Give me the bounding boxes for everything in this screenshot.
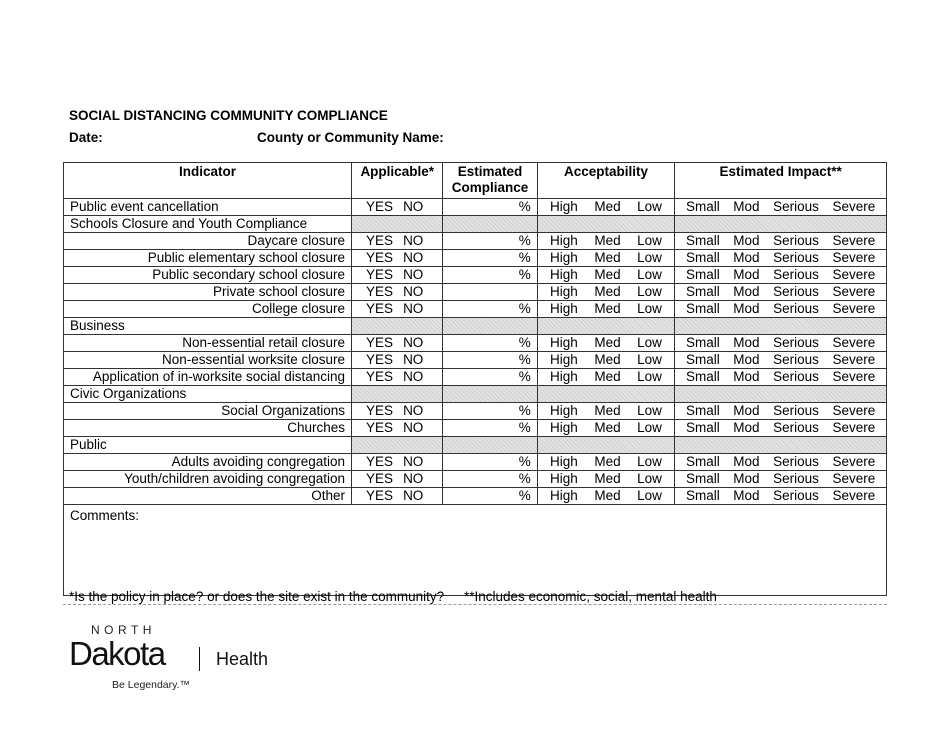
no-option[interactable]: NO	[403, 284, 424, 299]
header-indicator: Indicator	[64, 163, 352, 199]
acceptability-cell	[537, 301, 675, 318]
percent-sign: %	[518, 471, 531, 486]
low-option[interactable]: Low	[637, 471, 662, 486]
percent-sign: %	[518, 369, 531, 384]
mod-option[interactable]: Mod	[733, 250, 760, 265]
applicable-cell	[352, 199, 443, 216]
acceptability-cell	[537, 233, 675, 250]
impact-cell	[675, 454, 887, 471]
compliance-field[interactable]	[443, 488, 537, 505]
impact-cell	[675, 352, 887, 369]
yes-option[interactable]: YES	[366, 471, 394, 486]
compliance-field[interactable]	[443, 284, 537, 301]
no-option[interactable]: NO	[403, 420, 424, 435]
yes-option[interactable]: YES	[366, 352, 394, 367]
logo-health: Health	[216, 649, 269, 669]
header-estimated: Estimated	[457, 164, 523, 179]
serious-option[interactable]: Serious	[773, 233, 819, 248]
shaded-cell	[352, 318, 443, 335]
applicable-cell	[352, 369, 443, 386]
header-compliance: Compliance	[451, 180, 529, 195]
yes-option[interactable]: YES	[366, 233, 394, 248]
acceptability-cell	[537, 471, 675, 488]
logo-divider	[199, 647, 200, 671]
header-row	[64, 163, 887, 199]
applicable-cell	[352, 250, 443, 267]
small-option[interactable]: Small	[685, 454, 720, 469]
indicator-label: Adults avoiding congregation	[64, 454, 352, 471]
high-option[interactable]: High	[550, 233, 578, 248]
applicable-cell	[352, 352, 443, 369]
no-option[interactable]: NO	[403, 199, 424, 214]
serious-option[interactable]: Serious	[773, 488, 819, 503]
indicator-label: Daycare closure	[64, 233, 352, 250]
indicator-label: College closure	[64, 301, 352, 318]
compliance-field[interactable]	[443, 335, 537, 352]
section-label: Schools Closure and Youth Compliance	[64, 216, 352, 233]
small-option[interactable]: Small	[685, 233, 720, 248]
severe-option[interactable]: Severe	[832, 488, 876, 503]
mod-option[interactable]: Mod	[733, 369, 760, 384]
yes-option[interactable]: YES	[366, 267, 394, 282]
comments-row	[64, 505, 887, 596]
severe-option[interactable]: Severe	[832, 335, 876, 350]
yes-option[interactable]: YES	[366, 454, 394, 469]
table-body	[64, 199, 887, 505]
high-option[interactable]: High	[550, 488, 578, 503]
table-row	[64, 199, 887, 216]
impact-cell	[675, 488, 887, 505]
shaded-cell	[443, 318, 537, 335]
compliance-field[interactable]	[443, 454, 537, 471]
impact-cell	[675, 301, 887, 318]
table-row	[64, 301, 887, 318]
date-label: Date:	[69, 130, 103, 145]
high-option[interactable]: High	[550, 352, 578, 367]
low-option[interactable]: Low	[637, 403, 662, 418]
serious-option[interactable]: Serious	[773, 267, 819, 282]
impact-cell	[675, 369, 887, 386]
yes-option[interactable]: YES	[366, 335, 394, 350]
shaded-cell	[675, 386, 887, 403]
acceptability-cell	[537, 267, 675, 284]
acceptability-cell	[537, 284, 675, 301]
high-option[interactable]: High	[550, 471, 578, 486]
no-option[interactable]: NO	[403, 352, 424, 367]
no-option[interactable]: NO	[403, 301, 424, 316]
page-title: SOCIAL DISTANCING COMMUNITY COMPLIANCE	[69, 108, 388, 123]
compliance-field[interactable]	[443, 233, 537, 250]
applicable-cell	[352, 471, 443, 488]
severe-option[interactable]: Severe	[832, 403, 876, 418]
percent-sign: %	[518, 199, 531, 214]
acceptability-cell	[537, 352, 675, 369]
no-option[interactable]: NO	[403, 454, 424, 469]
med-option[interactable]: Med	[594, 488, 621, 503]
no-option[interactable]: NO	[403, 250, 424, 265]
mod-option[interactable]: Mod	[733, 454, 760, 469]
section-row	[64, 437, 887, 454]
acceptability-cell	[537, 403, 675, 420]
no-option[interactable]: NO	[403, 267, 424, 282]
shaded-cell	[443, 216, 537, 233]
comments-field[interactable]	[64, 505, 887, 596]
high-option[interactable]: High	[550, 454, 578, 469]
med-option[interactable]: Med	[594, 420, 621, 435]
small-option[interactable]: Small	[685, 471, 720, 486]
percent-sign: %	[518, 233, 531, 248]
med-option[interactable]: Med	[594, 199, 621, 214]
compliance-table	[63, 162, 887, 596]
acceptability-cell	[537, 488, 675, 505]
yes-option[interactable]: YES	[366, 488, 394, 503]
low-option[interactable]: Low	[637, 352, 662, 367]
yes-option[interactable]: YES	[366, 369, 394, 384]
percent-sign: %	[518, 267, 531, 282]
no-option[interactable]: NO	[403, 488, 424, 503]
table-row	[64, 420, 887, 437]
small-option[interactable]: Small	[685, 267, 720, 282]
percent-sign: %	[518, 352, 531, 367]
table-row	[64, 250, 887, 267]
low-option[interactable]: Low	[637, 199, 662, 214]
serious-option[interactable]: Serious	[773, 420, 819, 435]
high-option[interactable]: High	[550, 369, 578, 384]
table-row	[64, 454, 887, 471]
low-option[interactable]: Low	[637, 454, 662, 469]
table-row	[64, 233, 887, 250]
serious-option[interactable]: Serious	[773, 454, 819, 469]
impact-cell	[675, 250, 887, 267]
compliance-field[interactable]	[443, 250, 537, 267]
impact-cell	[675, 403, 887, 420]
shaded-cell	[537, 437, 675, 454]
small-option[interactable]: Small	[685, 369, 720, 384]
shaded-cell	[537, 386, 675, 403]
yes-option[interactable]: YES	[366, 250, 394, 265]
header-applicable: Applicable*	[352, 163, 443, 199]
applicable-cell	[352, 284, 443, 301]
med-option[interactable]: Med	[594, 369, 621, 384]
serious-option[interactable]: Serious	[773, 369, 819, 384]
section-label: Business	[64, 318, 352, 335]
indicator-label: Public secondary school closure	[64, 267, 352, 284]
indicator-label: Churches	[64, 420, 352, 437]
header-impact: Estimated Impact**	[675, 163, 887, 199]
acceptability-cell	[537, 420, 675, 437]
impact-cell	[675, 233, 887, 250]
shaded-cell	[537, 318, 675, 335]
county-label: County or Community Name:	[257, 130, 444, 145]
mod-option[interactable]: Mod	[733, 352, 760, 367]
serious-option[interactable]: Serious	[773, 335, 819, 350]
low-option[interactable]: Low	[637, 369, 662, 384]
mod-option[interactable]: Mod	[733, 420, 760, 435]
shaded-cell	[352, 437, 443, 454]
applicable-cell	[352, 301, 443, 318]
small-option[interactable]: Small	[685, 352, 720, 367]
severe-option[interactable]: Severe	[832, 267, 876, 282]
indicator-label: Application of in-worksite social distancing	[64, 369, 352, 386]
small-option[interactable]: Small	[685, 403, 720, 418]
serious-option[interactable]: Serious	[773, 199, 819, 214]
high-option[interactable]: High	[550, 267, 578, 282]
severe-option[interactable]: Severe	[832, 284, 876, 299]
impact-cell	[675, 471, 887, 488]
north-dakota-health-logo	[69, 623, 289, 693]
yes-option[interactable]: YES	[366, 420, 394, 435]
low-option[interactable]: Low	[637, 233, 662, 248]
med-option[interactable]: Med	[594, 454, 621, 469]
yes-option[interactable]: YES	[366, 403, 394, 418]
serious-option[interactable]: Serious	[773, 284, 819, 299]
section-row	[64, 318, 887, 335]
header-estimated-compliance	[443, 163, 537, 199]
low-option[interactable]: Low	[637, 301, 662, 316]
acceptability-cell	[537, 250, 675, 267]
compliance-field[interactable]	[443, 352, 537, 369]
section-label: Civic Organizations	[64, 386, 352, 403]
compliance-field[interactable]	[443, 369, 537, 386]
compliance-field[interactable]	[443, 403, 537, 420]
severe-option[interactable]: Severe	[832, 420, 876, 435]
shaded-cell	[675, 216, 887, 233]
low-option[interactable]: Low	[637, 420, 662, 435]
low-option[interactable]: Low	[637, 284, 662, 299]
yes-option[interactable]: YES	[366, 301, 394, 316]
yes-option[interactable]: YES	[366, 284, 394, 299]
indicator-label: Youth/children avoiding congregation	[64, 471, 352, 488]
yes-option[interactable]: YES	[366, 199, 394, 214]
impact-cell	[675, 284, 887, 301]
med-option[interactable]: Med	[594, 471, 621, 486]
serious-option[interactable]: Serious	[773, 301, 819, 316]
table-row	[64, 352, 887, 369]
logo-north: NORTH	[91, 623, 156, 637]
med-option[interactable]: Med	[594, 267, 621, 282]
high-option[interactable]: High	[550, 301, 578, 316]
no-option[interactable]: NO	[403, 403, 424, 418]
shaded-cell	[352, 216, 443, 233]
table-row	[64, 284, 887, 301]
med-option[interactable]: Med	[594, 352, 621, 367]
low-option[interactable]: Low	[637, 488, 662, 503]
applicable-cell	[352, 335, 443, 352]
low-option[interactable]: Low	[637, 335, 662, 350]
mod-option[interactable]: Mod	[733, 267, 760, 282]
indicator-label: Public elementary school closure	[64, 250, 352, 267]
low-option[interactable]: Low	[637, 250, 662, 265]
no-option[interactable]: NO	[403, 471, 424, 486]
percent-sign: %	[518, 403, 531, 418]
high-option[interactable]: High	[550, 250, 578, 265]
med-option[interactable]: Med	[594, 335, 621, 350]
med-option[interactable]: Med	[594, 284, 621, 299]
serious-option[interactable]: Serious	[773, 250, 819, 265]
no-option[interactable]: NO	[403, 369, 424, 384]
table-row	[64, 335, 887, 352]
severe-option[interactable]: Severe	[832, 454, 876, 469]
shaded-cell	[352, 386, 443, 403]
indicator-label: Public event cancellation	[64, 199, 352, 216]
percent-sign: %	[518, 250, 531, 265]
percent-sign: %	[518, 301, 531, 316]
indicator-label: Other	[64, 488, 352, 505]
logo-dakota: Dakota	[69, 635, 165, 672]
severe-option[interactable]: Severe	[832, 250, 876, 265]
percent-sign: %	[518, 335, 531, 350]
footnote	[63, 589, 887, 605]
compliance-field[interactable]	[443, 199, 537, 216]
mod-option[interactable]: Mod	[733, 233, 760, 248]
percent-sign: %	[518, 488, 531, 503]
med-option[interactable]: Med	[594, 233, 621, 248]
table-row	[64, 369, 887, 386]
severe-option[interactable]: Severe	[832, 233, 876, 248]
med-option[interactable]: Med	[594, 301, 621, 316]
mod-option[interactable]: Mod	[733, 471, 760, 486]
high-option[interactable]: High	[550, 403, 578, 418]
footnote-applicable: *Is the policy in place? or does the site exist in the community?	[69, 589, 445, 604]
no-option[interactable]: NO	[403, 335, 424, 350]
indicator-label: Non-essential retail closure	[64, 335, 352, 352]
med-option[interactable]: Med	[594, 250, 621, 265]
header-acceptability: Acceptability	[537, 163, 675, 199]
acceptability-cell	[537, 454, 675, 471]
low-option[interactable]: Low	[637, 267, 662, 282]
compliance-field[interactable]	[443, 267, 537, 284]
applicable-cell	[352, 403, 443, 420]
no-option[interactable]: NO	[403, 233, 424, 248]
high-option[interactable]: High	[550, 335, 578, 350]
percent-sign: %	[518, 454, 531, 469]
small-option[interactable]: Small	[685, 284, 720, 299]
table-row	[64, 403, 887, 420]
section-row	[64, 216, 887, 233]
table-row	[64, 488, 887, 505]
section-label: Public	[64, 437, 352, 454]
mod-option[interactable]: Mod	[733, 284, 760, 299]
shaded-cell	[675, 318, 887, 335]
severe-option[interactable]: Severe	[832, 471, 876, 486]
table-row	[64, 471, 887, 488]
severe-option[interactable]: Severe	[832, 199, 876, 214]
high-option[interactable]: High	[550, 284, 578, 299]
small-option[interactable]: Small	[685, 488, 720, 503]
applicable-cell	[352, 454, 443, 471]
impact-cell	[675, 335, 887, 352]
comments-label: Comments:	[70, 508, 140, 523]
small-option[interactable]: Small	[685, 250, 720, 265]
mod-option[interactable]: Mod	[733, 403, 760, 418]
indicator-label: Social Organizations	[64, 403, 352, 420]
mod-option[interactable]: Mod	[733, 488, 760, 503]
serious-option[interactable]: Serious	[773, 403, 819, 418]
applicable-cell	[352, 233, 443, 250]
shaded-cell	[537, 216, 675, 233]
indicator-label: Private school closure	[64, 284, 352, 301]
applicable-cell	[352, 267, 443, 284]
applicable-cell	[352, 488, 443, 505]
small-option[interactable]: Small	[685, 199, 720, 214]
logo-tagline: Be Legendary.™	[112, 679, 191, 691]
mod-option[interactable]: Mod	[733, 335, 760, 350]
serious-option[interactable]: Serious	[773, 471, 819, 486]
impact-cell	[675, 420, 887, 437]
compliance-field[interactable]	[443, 420, 537, 437]
serious-option[interactable]: Serious	[773, 352, 819, 367]
severe-option[interactable]: Severe	[832, 352, 876, 367]
mod-option[interactable]: Mod	[733, 199, 760, 214]
severe-option[interactable]: Severe	[832, 369, 876, 384]
small-option[interactable]: Small	[685, 301, 720, 316]
table-row	[64, 267, 887, 284]
mod-option[interactable]: Mod	[733, 301, 760, 316]
severe-option[interactable]: Severe	[832, 301, 876, 316]
compliance-field[interactable]	[443, 471, 537, 488]
impact-cell	[675, 199, 887, 216]
applicable-cell	[352, 420, 443, 437]
high-option[interactable]: High	[550, 199, 578, 214]
small-option[interactable]: Small	[685, 420, 720, 435]
section-row	[64, 386, 887, 403]
compliance-field[interactable]	[443, 301, 537, 318]
shaded-cell	[443, 386, 537, 403]
acceptability-cell	[537, 369, 675, 386]
acceptability-cell	[537, 335, 675, 352]
med-option[interactable]: Med	[594, 403, 621, 418]
footnote-impact: **Includes economic, social, mental health	[463, 589, 717, 604]
small-option[interactable]: Small	[685, 335, 720, 350]
shaded-cell	[443, 437, 537, 454]
indicator-label: Non-essential worksite closure	[64, 352, 352, 369]
shaded-cell	[675, 437, 887, 454]
high-option[interactable]: High	[550, 420, 578, 435]
acceptability-cell	[537, 199, 675, 216]
impact-cell	[675, 267, 887, 284]
percent-sign: %	[518, 420, 531, 435]
